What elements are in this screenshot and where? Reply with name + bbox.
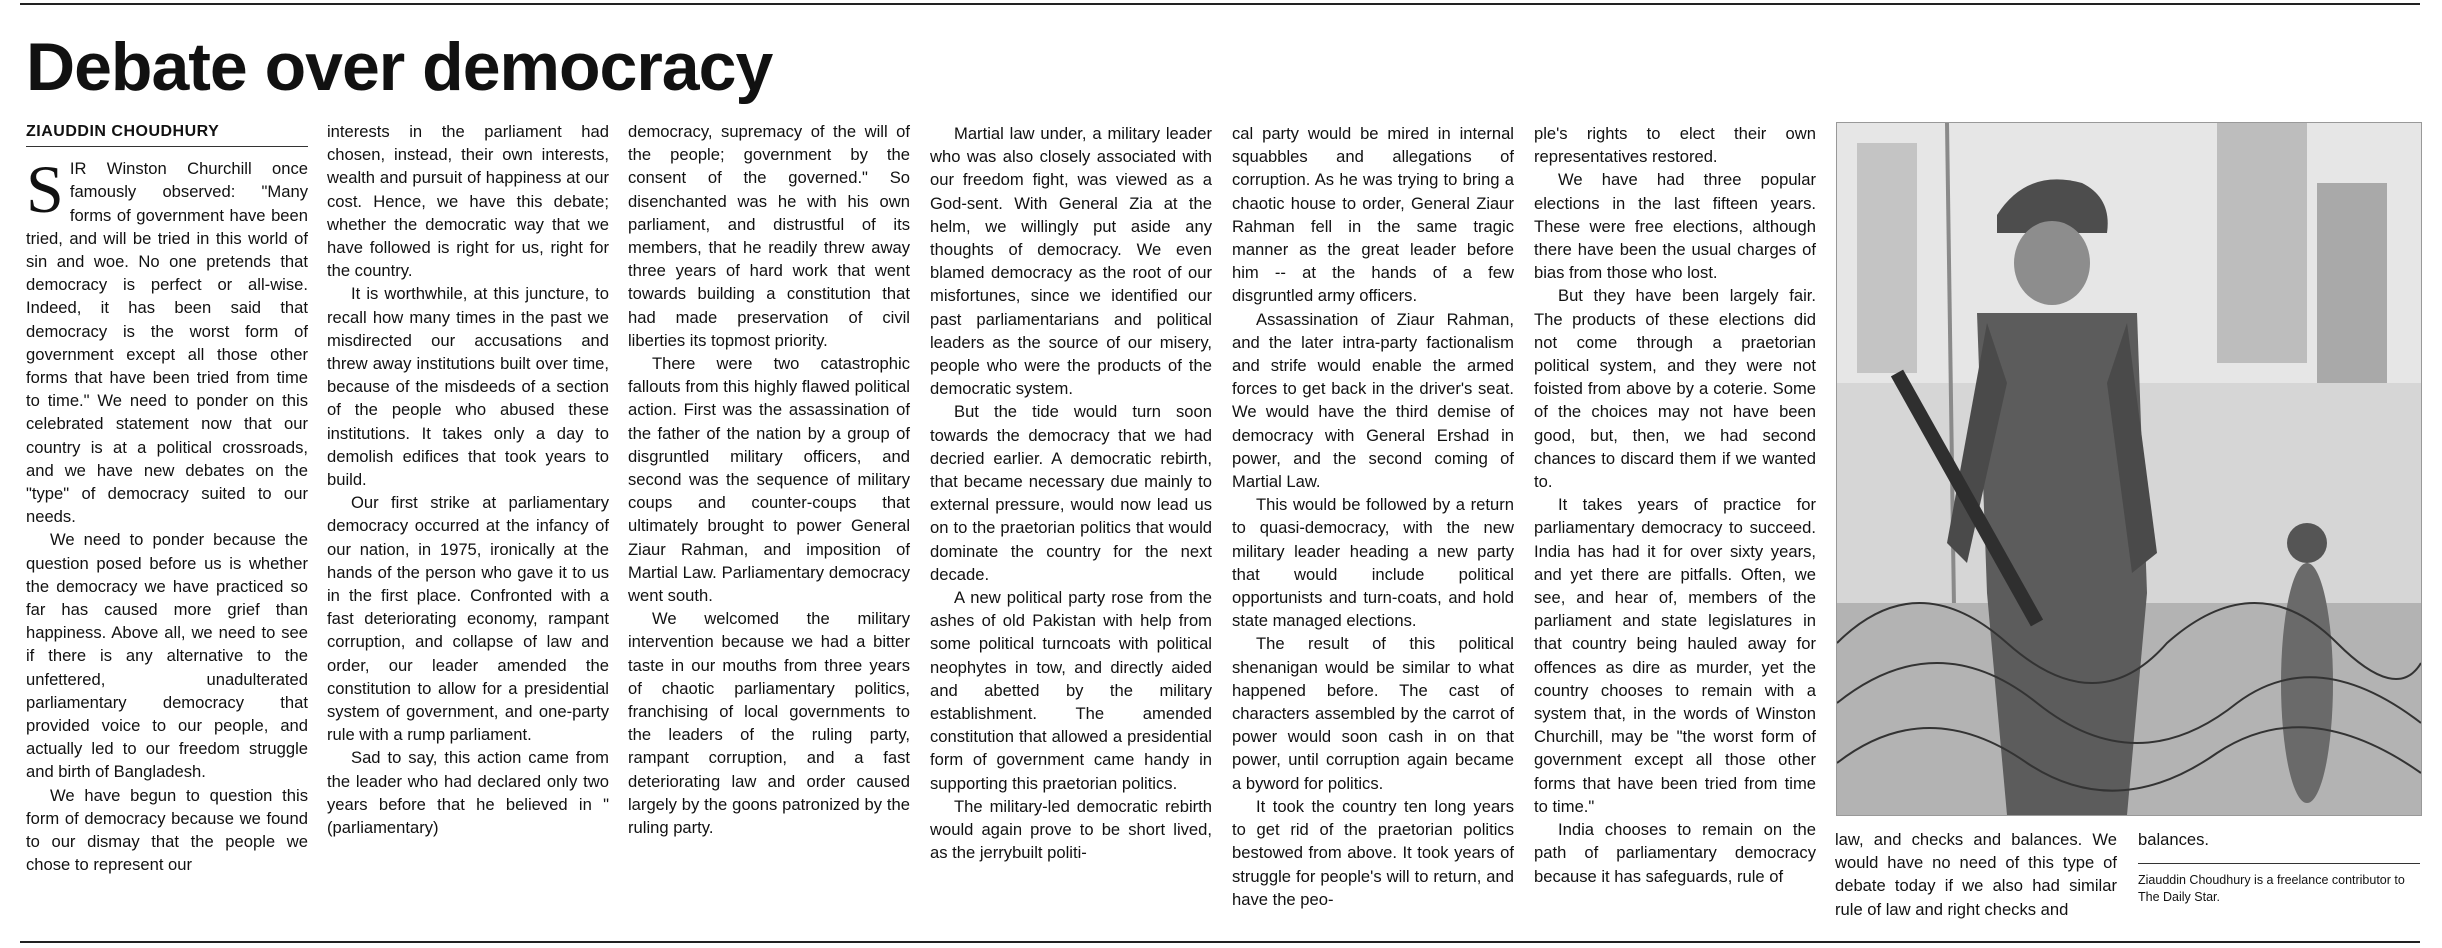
paragraph: A new political party rose from the ashes of old Pakistan with help from some political turncoats with political neophytes in tow, and directly aided and abetted by the military establishment. The amended constitution that allowed a presidential form of government came handy in supporting this praetorian politics.	[930, 588, 1212, 793]
column-4	[930, 122, 1212, 865]
paragraph: IR Winston Churchill once famously observed: "Many forms of government have been tried, and will be tried in this world of sin and woe. No one pretends that democracy is perfect or all-wise. Indeed, it has been said that democracy is the worst form of government except all those other forms that have been tried from time to time." We need to ponder on this celebrated statement now that our country is at a political crossroads, and we have new debates on the "type" of democracy suited to our needs.	[26, 159, 308, 527]
paragraph: law, and checks and balances. We would have no need of this type of debate today if we also had similar rule of law and right checks and	[1835, 830, 2117, 919]
paragraph: It is worthwhile, at this juncture, to recall how many times in the past we misdirected our accusations and threw away institutions built over time, because of the misdeeds of a section of the people who abused these institutions. It takes only a day to demolish edifices that took years to build.	[327, 284, 609, 490]
byline: ZIAUDDIN CHOUDHURY	[26, 120, 308, 147]
column-1	[26, 120, 308, 877]
column-7	[1835, 828, 2117, 921]
author-credit: Ziauddin Choudhury is a freelance contributor to The Daily Star.	[2138, 863, 2420, 906]
photo-illustration	[1837, 123, 2421, 815]
paragraph: Martial law under, a military leader who was also closely associated with our freedom fight, was viewed as a God-sent. With General Zia at the helm, we willingly put aside any thoughts of democracy. We even blamed democracy as the root of our misfortunes, since we identified our past parliamentarians and political leaders as the source of our misery, people who were the products of the democratic system.	[930, 124, 1212, 399]
paragraph: Assassination of Ziaur Rahman, and the later intra-party factionalism and strife would enable the armed forces to get back in the driver's seat. We would have the third demise of democracy with General Ershad in power, and the second coming of Martial Law.	[1232, 309, 1514, 492]
paragraph: We have had three popular elections in the last fifteen years. These were free elections, although there have been the usual charges of bias from those who lost.	[1534, 170, 1816, 283]
column-2	[327, 120, 609, 839]
paragraph: cal party would be mired in internal squabbles and allegations of corruption. As he was trying to bring a chaotic house to order, General Ziaur Rahman fell in the same tragic manner as the great leader before him -- at the hands of a few disgruntled army officers.	[1232, 124, 1514, 306]
paragraph: Our first strike at parliamentary democracy occurred at the infancy of our nation, in 1975, ironically at the hands of the person who gave it to us in the first place. Confronted with a fast deteriorating economy, rampant corruption, and collapse of law and order, our leader amended the constitution to allow for a presidential system of government, and one-party rule with a rump parliament.	[327, 493, 609, 745]
paragraph: But the tide would turn soon towards the democracy that we had decried earlier. A democratic rebirth, that became necessary due mainly to external pressure, would now lead us on to the praetorian politics that would dominate the country for the next decade.	[930, 402, 1212, 584]
top-rule	[20, 3, 2420, 5]
paragraph: The military-led democratic rebirth would again prove to be short lived, as the jerrybuilt politi-	[930, 796, 1212, 863]
paragraph: India chooses to remain on the path of parliamentary democracy because it has safeguards, rule of	[1534, 820, 1816, 886]
paragraph: There were two catastrophic fallouts from this highly flawed political action. First was the assassination of the father of the nation by a group of disgruntled military officers, and second was the sequence of military coups and counter-coups that ultimately brought to power General Ziaur Rahman, and imposition of Martial Law. Parliamentary democracy went south.	[628, 354, 910, 606]
headline: Debate over democracy	[26, 29, 773, 105]
paragraph: Sad to say, this action came from the leader who had declared only two years before that he believed in "(parliamentary)	[327, 748, 609, 838]
paragraph: We welcomed the military intervention because we had a bitter taste in our mouths from three years of chaotic parliamentary politics, franchising of local governments to the leaders of the ruling party, rampant corruption, and a fast deteriorating law and order caused largely by the goons patronized by the ruling party.	[628, 609, 910, 838]
paragraph: The result of this political shenanigan would be similar to what happened before. The cast of characters assembled by the carrot of power would soon cash in on that power, until corruption again became a byword for politics.	[1232, 634, 1514, 793]
paragraph: interests in the parliament had chosen, instead, their own interests, wealth and pursuit of happiness at our cost. Hence, we have this debate; whether the democratic way that we have followed is right for us, right for the country.	[327, 122, 609, 281]
soldier-photo-icon	[1836, 122, 2422, 816]
paragraph: It took the country ten long years to get rid of the praetorian politics bestowed from above. It took years of struggle for people's will to return, and have the peo-	[1232, 796, 1514, 909]
paragraph: balances.	[2138, 830, 2210, 849]
column-6	[1534, 122, 1816, 888]
paragraph: This would be followed by a return to quasi-democracy, with the new military leader heading a new party that would include political opportunists and turn-coats, and hold state managed elections.	[1232, 495, 1514, 631]
column-3	[628, 120, 910, 839]
paragraph: But they have been largely fair. The products of these elections did not come through a praetorian political system, and they were not foisted from above by a coterie. Some of the choices may not have been good, but, then, we had second chances to discard them if we wanted to.	[1534, 286, 1816, 492]
bottom-rule	[20, 941, 2420, 943]
dropcap: S	[26, 151, 64, 228]
paragraph: ple's rights to elect their own representatives restored.	[1534, 124, 1816, 167]
paragraph: We have begun to question this form of democracy because we found to our dismay that the people we chose to represent our	[26, 785, 308, 875]
paragraph: We need to ponder because the question posed before us is whether the democracy we have practiced so far has caused more grief than happiness. Above all, we need to see if there is any alternative to the unfettered, unadulterated parliamentary democracy that provided voice to our people, and actually led to our freedom struggle and birth of Bangladesh.	[26, 530, 308, 782]
paragraph: It takes years of practice for parliamentary democracy to succeed. India has had it for over sixty years, and yet there are pitfalls. Often, we see, and hear of, members of the parliament and state legislatures in that country being hauled away for offences as dire as murder, yet the country chooses to remain with a system that, in the words of Winston Churchill, may be "the worst form of government except all those other forms that have been tried from time to time."	[1534, 495, 1816, 816]
column-5	[1232, 122, 1514, 911]
paragraph: democracy, supremacy of the will of the people; government by the consent of the governed." So disenchanted was he with his own parliament, and distrustful of its members, that he readily threw away three years of hard work that went towards building a constitution that had made preservation of civil liberties its topmost priority.	[628, 122, 910, 350]
column-8	[2138, 828, 2420, 906]
